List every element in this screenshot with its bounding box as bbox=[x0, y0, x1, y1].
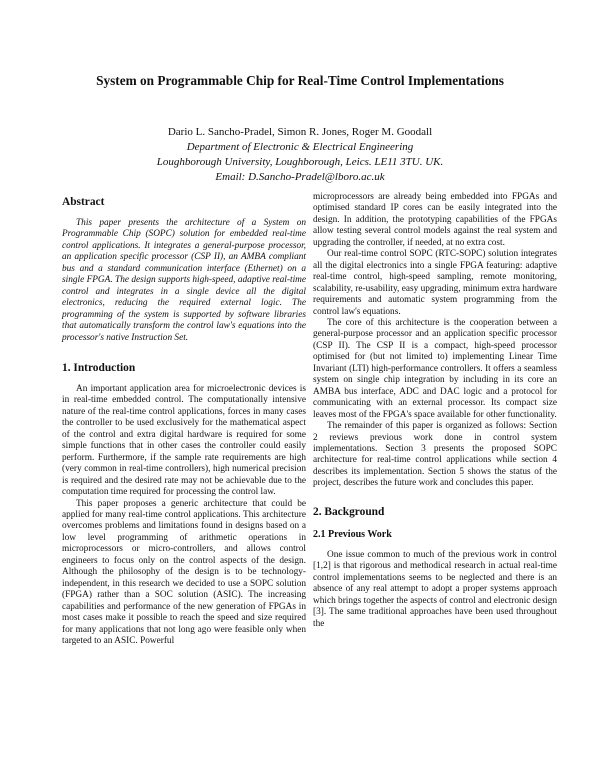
abstract-heading: Abstract bbox=[62, 196, 105, 208]
intro-heading: 1. Introduction bbox=[62, 361, 136, 374]
paper-title: System on Programmable Chip for Real-Time Control Implementations bbox=[96, 73, 504, 88]
right-column bbox=[313, 192, 557, 630]
previous-work-heading: 2.1 Previous Work bbox=[313, 528, 392, 540]
background-paragraph-1: One issue common to much of the previous work in control [1,2] is that rigorous and methodical research in actual real-time control implementations seems to be neglected and there is an absence of any real attempt to adopt a proper systems approach which brings together the aspects of control and electronic design [3]. The same traditional approaches have been used throughout the bbox=[313, 549, 557, 629]
author-email: Email: D.Sancho-Pradel@lboro.ac.uk bbox=[215, 171, 385, 183]
background-heading: 2. Background bbox=[313, 505, 385, 518]
intro-paragraph-2: This paper proposes a generic architecture that could be applied for many real-time control applications. This architecture overcomes problems and limitations found in designs based on a low level programming of arithmetic operations in microprocessors or micro-controllers, and allows control engineers to focus only on the control aspects of the design. Although the philosophy of the design is to be technology-independent, in this research we decided to use a SOPC solution (FPGA) rather than a SOC solution (ASIC). The increasing capabilities and performance of the new generation of FPGAs in most cases make it possible to reach the speed and size required for many applications that not long ago were feasible only when targeted to an ASIC. Powerful bbox=[62, 498, 306, 646]
university-address: Loughborough University, Loughborough, Leics. LE11 3TU. UK. bbox=[156, 156, 444, 168]
intro-paragraph-4: Our real-time control SOPC (RTC-SOPC) solution integrates all the digital electronics into a single FPGA featuring: adaptive real-time control, high-speed sampling, remote monitoring, scalability, re-usability, easy upgrading, minimum extra hardware requirements and automatic system programming from the control law's equations. bbox=[313, 249, 557, 317]
abstract-text: This paper presents the architecture of a System on Programmable Chip (SOPC) solution for embedded real-time control applications. It integrates a general-purpose processor, an application specific processor (CSP II), an AMBA compliant bus and a standard communication interface (Ethernet) on a single FPGA. The design supports high-speed, adaptive real-time control and integrates in a single device all the digital electronics, reducing the required external logic. The programming of the system is supported by software libraries that automatically transform the control law's equations into the processor's native Instruction Set. bbox=[62, 218, 306, 343]
intro-paragraph-3: microprocessors are already being embedded into FPGAs and optimised standard IP cores can be easily integrated into the design. In addition, the prototyping capabilities of the FPGAs allow testing several control models against the real system and upgrading the controller, if needed, at no extra cost. bbox=[313, 192, 557, 248]
intro-paragraph-6: The remainder of this paper is organized as follows: Section 2 reviews previous work done in control system implementations. Section 3 presents the proposed SOPC architecture for real-time control applications while section 4 describes its implementation. Section 5 shows the status of the project, describes the future work and concludes this paper. bbox=[313, 421, 557, 489]
department: Department of Electronic & Electrical Engineering bbox=[186, 141, 414, 153]
author-block bbox=[60, 125, 540, 185]
intro-paragraph-1: An important application area for microelectronic devices is in real-time embedded control. The computationally intensive nature of the real-time control applications, forces in many cases the controller to be used exclusively for the mathematical aspect of the control and extra digital hardware is required for some simple functions that in other cases the controller could easily perform. Furthermore, if the sample rate requirements are high (very common in real-time controllers), high numerical precision is required and the desired rate may not be achievable due to the computation time required for processing the control law. bbox=[62, 383, 306, 498]
left-column bbox=[62, 195, 306, 647]
intro-paragraph-5: The core of this architecture is the cooperation between a general-purpose processor and an application specific processor (CSP II). The CSP II is a compact, high-speed processor optimised for (but not limited to) implementing Linear Time Invariant (LTI) high-performance controllers. It offers a seamless system on single chip integration by including in its core an AMBA bus interface, ADC and DAC logic and a protocol for communicating with an external processor. Its compact size leaves most of the FPGA's space available for other functionality. bbox=[313, 317, 557, 420]
author-names: Dario L. Sancho-Pradel, Simon R. Jones, Roger M. Goodall bbox=[167, 126, 433, 138]
